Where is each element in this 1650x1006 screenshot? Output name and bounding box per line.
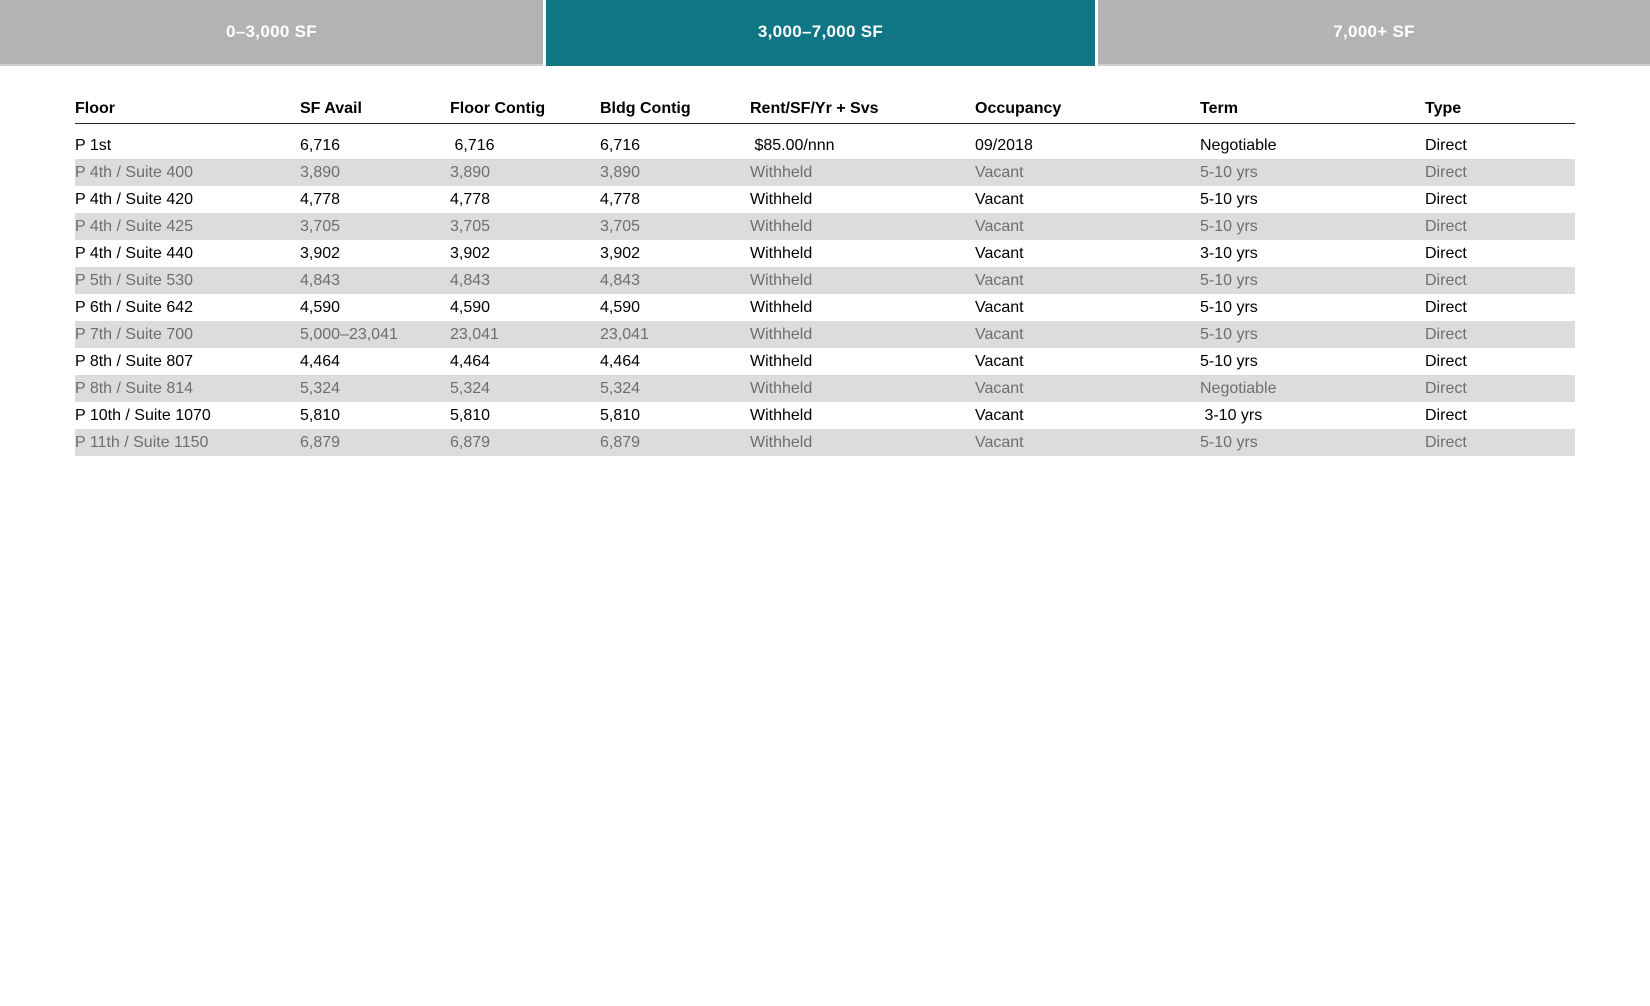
cell-rent: Withheld	[750, 294, 975, 321]
column-header-floor: Floor	[75, 95, 300, 124]
cell-term: 3-10 yrs	[1200, 402, 1425, 429]
cell-bldg-contig: 3,705	[600, 213, 750, 240]
cell-occupancy: Vacant	[975, 321, 1200, 348]
table-header-row	[75, 95, 1575, 124]
table-row	[75, 294, 1575, 321]
cell-sf-avail: 5,810	[300, 402, 450, 429]
cell-occupancy: Vacant	[975, 159, 1200, 186]
cell-bldg-contig: 6,879	[600, 429, 750, 456]
cell-sf-avail: 5,000–23,041	[300, 321, 450, 348]
cell-type: Direct	[1425, 294, 1575, 321]
tab-label: 7,000+ SF	[1333, 22, 1415, 41]
cell-term: 5-10 yrs	[1200, 321, 1425, 348]
cell-floor-contig: 23,041	[450, 321, 600, 348]
cell-rent: Withheld	[750, 240, 975, 267]
cell-sf-avail: 4,843	[300, 267, 450, 294]
column-header-type: Type	[1425, 95, 1575, 124]
cell-bldg-contig: 5,810	[600, 402, 750, 429]
cell-sf-avail: 4,778	[300, 186, 450, 213]
cell-sf-avail: 6,879	[300, 429, 450, 456]
cell-term: Negotiable	[1200, 375, 1425, 402]
cell-rent: Withheld	[750, 402, 975, 429]
cell-term: 3-10 yrs	[1200, 240, 1425, 267]
header-spacer	[75, 124, 1575, 133]
cell-bldg-contig: 3,890	[600, 159, 750, 186]
cell-floor: P 4th / Suite 425	[75, 213, 300, 240]
availability-table	[75, 95, 1575, 456]
cell-bldg-contig: 23,041	[600, 321, 750, 348]
cell-rent: Withheld	[750, 429, 975, 456]
cell-floor-contig: 5,324	[450, 375, 600, 402]
cell-floor-contig: 3,902	[450, 240, 600, 267]
cell-sf-avail: 3,890	[300, 159, 450, 186]
cell-occupancy: Vacant	[975, 402, 1200, 429]
cell-type: Direct	[1425, 348, 1575, 375]
cell-term: 5-10 yrs	[1200, 429, 1425, 456]
cell-bldg-contig: 6,716	[600, 132, 750, 159]
column-header-occupancy: Occupancy	[975, 95, 1200, 124]
table-row	[75, 267, 1575, 294]
tab-0-3000-sf[interactable]	[0, 0, 543, 66]
size-range-tabs	[0, 0, 1650, 66]
table-row	[75, 159, 1575, 186]
cell-floor-contig: 6,716	[450, 132, 600, 159]
cell-bldg-contig: 3,902	[600, 240, 750, 267]
cell-term: 5-10 yrs	[1200, 348, 1425, 375]
cell-type: Direct	[1425, 429, 1575, 456]
table-row	[75, 402, 1575, 429]
cell-floor-contig: 3,890	[450, 159, 600, 186]
cell-floor-contig: 4,843	[450, 267, 600, 294]
cell-occupancy: Vacant	[975, 375, 1200, 402]
cell-bldg-contig: 5,324	[600, 375, 750, 402]
cell-sf-avail: 3,902	[300, 240, 450, 267]
cell-floor-contig: 4,464	[450, 348, 600, 375]
cell-floor: P 11th / Suite 1150	[75, 429, 300, 456]
cell-occupancy: Vacant	[975, 348, 1200, 375]
cell-type: Direct	[1425, 186, 1575, 213]
cell-occupancy: Vacant	[975, 240, 1200, 267]
availability-table-container	[75, 95, 1575, 456]
cell-occupancy: Vacant	[975, 267, 1200, 294]
cell-type: Direct	[1425, 240, 1575, 267]
cell-type: Direct	[1425, 321, 1575, 348]
tab-7000-plus-sf[interactable]	[1098, 0, 1650, 66]
cell-sf-avail: 4,464	[300, 348, 450, 375]
table-row	[75, 321, 1575, 348]
cell-bldg-contig: 4,778	[600, 186, 750, 213]
cell-floor: P 8th / Suite 807	[75, 348, 300, 375]
cell-floor: P 10th / Suite 1070	[75, 402, 300, 429]
cell-rent: Withheld	[750, 186, 975, 213]
tab-3000-7000-sf[interactable]	[546, 0, 1095, 66]
table-body	[75, 124, 1575, 457]
cell-term: Negotiable	[1200, 132, 1425, 159]
cell-type: Direct	[1425, 213, 1575, 240]
table-row	[75, 240, 1575, 267]
cell-floor: P 4th / Suite 440	[75, 240, 300, 267]
cell-floor-contig: 6,879	[450, 429, 600, 456]
cell-rent: Withheld	[750, 375, 975, 402]
column-header-bldg-contig: Bldg Contig	[600, 95, 750, 124]
cell-sf-avail: 4,590	[300, 294, 450, 321]
table-row	[75, 186, 1575, 213]
table-row	[75, 429, 1575, 456]
cell-rent: Withheld	[750, 321, 975, 348]
column-header-floor-contig: Floor Contig	[450, 95, 600, 124]
cell-floor: P 5th / Suite 530	[75, 267, 300, 294]
cell-floor-contig: 4,778	[450, 186, 600, 213]
cell-type: Direct	[1425, 159, 1575, 186]
column-header-sf-avail: SF Avail	[300, 95, 450, 124]
cell-floor-contig: 3,705	[450, 213, 600, 240]
cell-sf-avail: 6,716	[300, 132, 450, 159]
cell-rent: Withheld	[750, 348, 975, 375]
column-header-rent: Rent/SF/Yr + Svs	[750, 95, 975, 124]
cell-bldg-contig: 4,590	[600, 294, 750, 321]
cell-type: Direct	[1425, 375, 1575, 402]
cell-bldg-contig: 4,464	[600, 348, 750, 375]
tab-label: 0–3,000 SF	[226, 22, 317, 41]
cell-term: 5-10 yrs	[1200, 267, 1425, 294]
cell-term: 5-10 yrs	[1200, 294, 1425, 321]
cell-rent: Withheld	[750, 213, 975, 240]
cell-type: Direct	[1425, 402, 1575, 429]
cell-floor-contig: 5,810	[450, 402, 600, 429]
cell-occupancy: 09/2018	[975, 132, 1200, 159]
cell-floor: P 7th / Suite 700	[75, 321, 300, 348]
column-header-term: Term	[1200, 95, 1425, 124]
cell-rent: $85.00/nnn	[750, 132, 975, 159]
cell-floor-contig: 4,590	[450, 294, 600, 321]
cell-floor: P 4th / Suite 420	[75, 186, 300, 213]
cell-floor: P 4th / Suite 400	[75, 159, 300, 186]
cell-rent: Withheld	[750, 267, 975, 294]
table-row	[75, 213, 1575, 240]
tab-label: 3,000–7,000 SF	[757, 22, 884, 41]
cell-type: Direct	[1425, 267, 1575, 294]
cell-floor: P 8th / Suite 814	[75, 375, 300, 402]
cell-occupancy: Vacant	[975, 429, 1200, 456]
cell-occupancy: Vacant	[975, 186, 1200, 213]
cell-sf-avail: 3,705	[300, 213, 450, 240]
table-row	[75, 348, 1575, 375]
cell-sf-avail: 5,324	[300, 375, 450, 402]
table-row	[75, 375, 1575, 402]
table-row	[75, 132, 1575, 159]
cell-floor: P 1st	[75, 132, 300, 159]
cell-bldg-contig: 4,843	[600, 267, 750, 294]
cell-term: 5-10 yrs	[1200, 159, 1425, 186]
cell-occupancy: Vacant	[975, 213, 1200, 240]
cell-floor: P 6th / Suite 642	[75, 294, 300, 321]
cell-term: 5-10 yrs	[1200, 186, 1425, 213]
cell-term: 5-10 yrs	[1200, 213, 1425, 240]
cell-rent: Withheld	[750, 159, 975, 186]
cell-type: Direct	[1425, 132, 1575, 159]
cell-occupancy: Vacant	[975, 294, 1200, 321]
